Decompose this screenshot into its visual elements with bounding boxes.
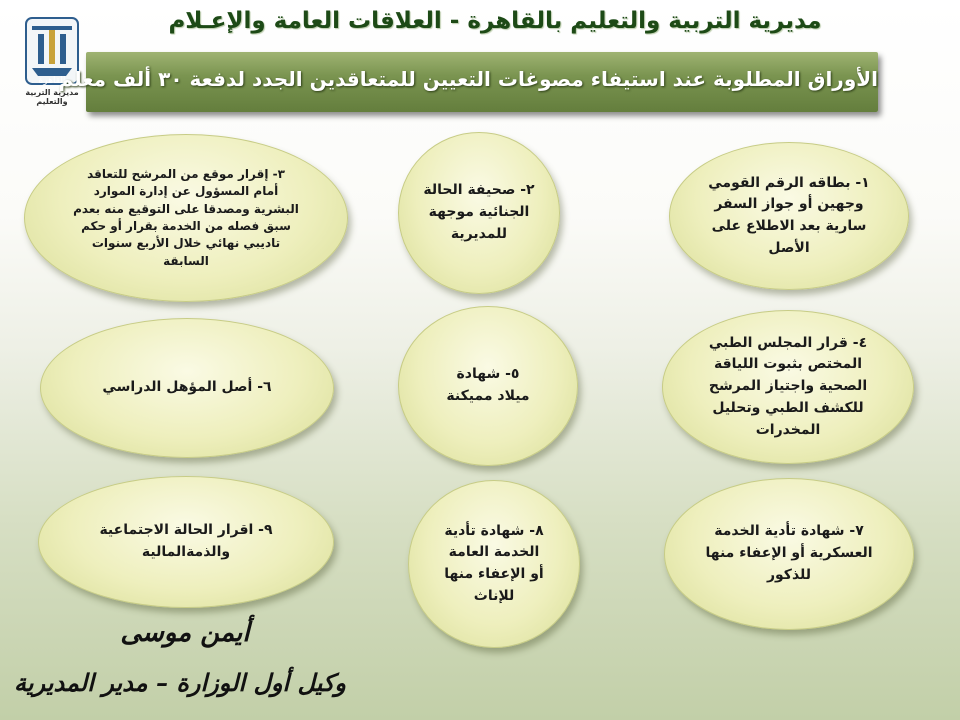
- requirement-1: [669, 142, 909, 290]
- requirement-6: [40, 318, 334, 458]
- requirement-8-text: ٨- شهادة تأدية الخدمة العامة أو الإعفاء منها للإناث: [444, 522, 544, 604]
- requirement-2-text: ٢- صحيفة الحالة الجنائية موجهة للمديرية: [423, 182, 535, 242]
- requirement-9-text: ٩- اقرار الحالة الاجتماعية والذمةالمالية: [99, 522, 273, 560]
- requirement-6-text: ٦- أصل المؤهل الدراسي: [102, 379, 272, 396]
- signatory-title: وكيل أول الوزارة – مدير المديرية: [13, 668, 346, 697]
- requirement-8: [408, 480, 580, 648]
- requirement-9: [38, 476, 334, 608]
- page-header-title: مديرية التربية والتعليم بالقاهرة - العلاقات العامة والإعـلام: [168, 8, 822, 34]
- requirement-7: [664, 478, 914, 630]
- requirement-3: [24, 134, 348, 302]
- requirement-4-text: ٤- قرار المجلس الطبي المختص بثبوت اللياقة الصحية واجتياز المرشح للكشف الطبي وتحليل المخدرات: [708, 334, 868, 438]
- requirement-7-text: ٧- شهادة تأدية الخدمة العسكرية أو الإعفاء منها للذكور: [705, 523, 873, 583]
- logo-text: القاهرة: [38, 76, 66, 86]
- logo-caption: مديرية التربية والتعليم: [25, 88, 79, 106]
- banner-title: الأوراق المطلوبة عند استيفاء مصوغات التعيين للمتعاقدين الجدد لدفعة ٣٠ ألف معلم: [58, 67, 878, 91]
- requirement-5: [398, 306, 578, 466]
- signatory-name: أيمن موسى: [120, 618, 250, 648]
- title-banner: [58, 52, 878, 112]
- requirement-5-text: ٥- شهادة ميلاد مميكنة: [446, 366, 530, 404]
- requirement-1-text: ١- بطاقه الرقم القومي وجهين أو جواز السفر سارية بعد الاطلاع على الأصل: [708, 174, 870, 256]
- requirement-4: [662, 310, 914, 464]
- requirement-3-text: ٣- إقرار موقع من المرشح للتعاقد أمام المسؤول عن إدارة الموارد البشرية ومصدقا على التوقيع منه بعدم سبق فصله من الخدمة بقرار أو حكم تاديبي نهائي خلال الأربع سنوات السابقة: [73, 166, 299, 268]
- requirement-2: [398, 132, 560, 294]
